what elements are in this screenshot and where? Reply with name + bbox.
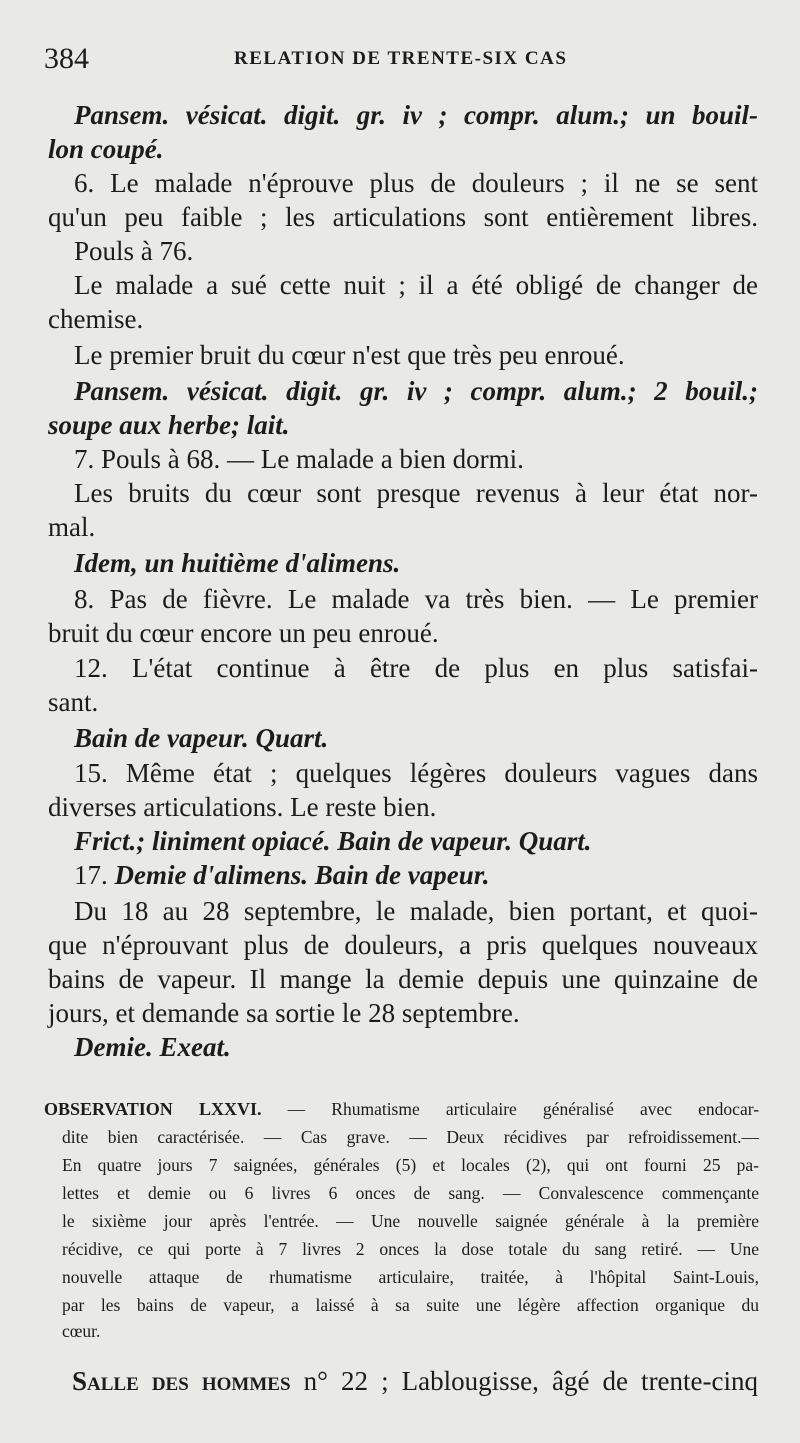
text-line: soupe aux herbe; lait. [48,410,290,440]
text-line: lon coupé. [48,134,164,164]
observation-label: OBSERVATION LXXVI. [44,1099,262,1119]
observation-line: dite bien caractérisée. — Cas grave. — Deux récidives par refroidissement.— [62,1127,759,1147]
observation-text: — Rhumatisme articulaire généralisé avec endocar- [287,1099,760,1119]
running-title: RELATION DE TRENTE-SIX CAS [234,48,568,69]
text-line: bains de vapeur. Il mange la demie depuis une quinzaine de [48,964,758,994]
text-line: chemise. [48,304,144,334]
text-line: Le malade a sué cette nuit ; il a été obligé de changer de [74,270,758,300]
text-line: qu'un peu faible ; les articulations sont entièrement libres. [48,202,758,232]
text-line: que n'éprouvant plus de douleurs, a pris quelques nouveaux [48,930,758,960]
page-number: 384 [44,42,89,75]
page-header [44,42,756,78]
text-line: mal. [48,512,96,542]
text-line [74,858,758,892]
text-line: 7. Pouls à 68. — Le malade a bien dormi. [74,444,524,474]
text-line: Pansem. vésicat. digit. gr. iv ; compr. alum.; un bouil- [74,100,758,130]
ward-heading [72,1364,758,1398]
observation-line: récidive, ce qui porte à 7 livres 2 onces la dose totale du sang retiré. — Une [62,1239,759,1259]
observation-line [44,1096,759,1122]
text-line: sant. [48,687,99,717]
text-line: Demie. Exeat. [74,1032,231,1062]
prescription: Demie d'alimens. Bain de vapeur. [114,860,490,890]
text-line: Du 18 au 28 septembre, le malade, bien portant, et quoi- [74,896,758,926]
observation-line: cœur. [62,1321,101,1341]
text-line: Pansem. vésicat. digit. gr. iv ; compr. alum.; 2 bouil.; [74,376,758,406]
text-line: Bain de vapeur. Quart. [74,723,329,753]
text-line: diverses articulations. Le reste bien. [48,792,437,822]
ward-text: n° 22 ; Lablougisse, âgé de trente-cinq [303,1366,759,1396]
text-line: 8. Pas de fièvre. Le malade va très bien. — Le premier [74,584,758,614]
text-line: jours, et demande sa sortie le 28 septembre. [48,998,520,1028]
text-line: Frict.; liniment opiacé. Bain de vapeur. Quart. [74,826,592,856]
text-line: 15. Même état ; quelques légères douleurs vagues dans [74,758,758,788]
observation-line: nouvelle attaque de rhumatisme articulaire, traitée, à l'hôpital Saint-Louis, [62,1267,759,1287]
day-number: 17. [74,860,108,890]
ward-label: Salle des hommes [72,1366,291,1396]
text-line: Les bruits du cœur sont presque revenus à leur état nor- [74,478,758,508]
observation-line: lettes et demie ou 6 livres 6 onces de sang. — Convalescence commençante [62,1183,759,1203]
text-line: Le premier bruit du cœur n'est que très peu enroué. [74,340,625,370]
observation-line: En quatre jours 7 saignées, générales (5) et locales (2), qui ont fourni 25 pa- [62,1155,759,1175]
text-line: Idem, un huitième d'alimens. [74,548,401,578]
text-line: bruit du cœur encore un peu enroué. [48,618,439,648]
text-line: 6. Le malade n'éprouve plus de douleurs ; il ne se sent [74,168,758,198]
observation-line: par les bains de vapeur, a laissé à sa suite une légère affection organique du [62,1295,759,1315]
text-line: Pouls à 76. [74,236,194,266]
observation-line: le sixième jour après l'entrée. — Une nouvelle saignée générale à la première [62,1211,759,1231]
text-line: 12. L'état continue à être de plus en plus satisfai- [74,653,758,683]
